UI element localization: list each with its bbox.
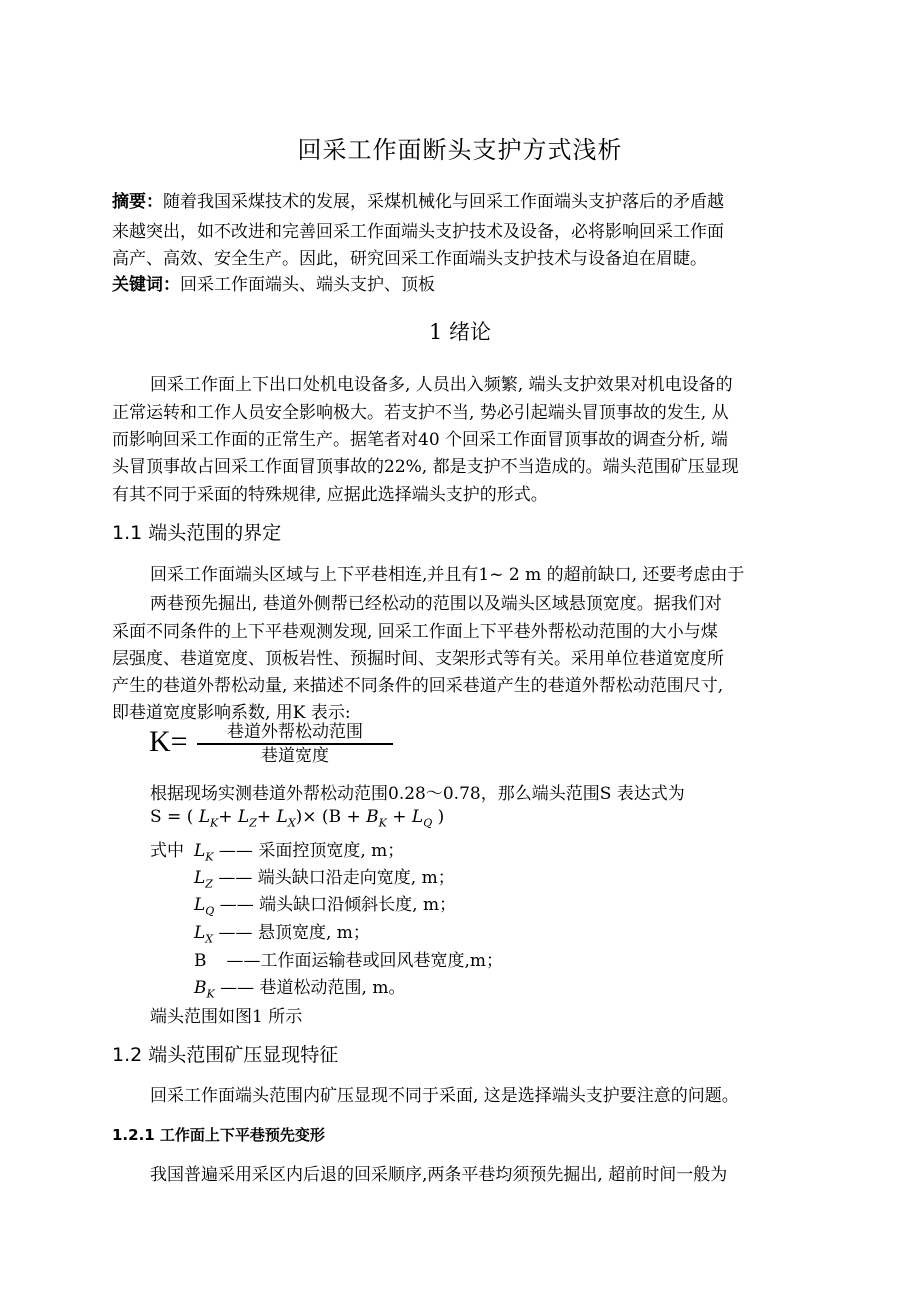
expr-lk: L bbox=[198, 807, 211, 827]
document-title: 回采工作面断头支护方式浅析 bbox=[297, 136, 623, 164]
var-def-lx bbox=[194, 918, 370, 945]
var-symbol: B bbox=[194, 951, 207, 971]
var-subscript: Z bbox=[205, 877, 213, 891]
section-1-1-line-2: 两巷预先掘出, 巷道外侧帮已经松动的范围以及端头区域悬顶宽度。据我们对 bbox=[150, 594, 722, 614]
var-symbol: B bbox=[194, 978, 207, 998]
section-1-2-1-heading: 1.2.1 工作面上下平巷预先变形 bbox=[112, 1126, 325, 1144]
var-def-b bbox=[194, 946, 503, 971]
expr-lx-sub: X bbox=[287, 816, 296, 830]
section-1-line-3: 而影响回采工作面的正常生产。据笔者对40 个回采工作面冒顶事故的调查分析, 端 bbox=[112, 430, 728, 450]
abstract-label: 摘要： bbox=[112, 192, 163, 212]
measure-line: 根据现场实测巷道外帮松动范围0.28～0.78，那么端头范围S 表达式为 bbox=[150, 784, 685, 804]
expr-mid: )× (B + bbox=[295, 807, 367, 827]
var-description: —— 端头缺口沿倾斜长度, m； bbox=[219, 895, 457, 915]
var-def-lk bbox=[194, 836, 404, 863]
expr-bk-sub: K bbox=[378, 816, 387, 830]
section-1-line-5: 有其不同于采面的特殊规律, 应据此选择端头支护的形式。 bbox=[112, 485, 548, 505]
keywords-text: 回采工作面端头、端头支护、顶板 bbox=[180, 275, 435, 295]
expr-plus-3: + bbox=[386, 807, 412, 827]
expr-s: S = ( bbox=[150, 807, 199, 827]
expr-plus-2: + bbox=[256, 807, 277, 827]
section-1-heading: 1 绪论 bbox=[428, 320, 492, 344]
var-description: —— 悬顶宽度, m； bbox=[218, 923, 370, 943]
section-1-1-heading: 1.1 端头范围的界定 bbox=[112, 522, 282, 544]
var-subscript: Q bbox=[205, 904, 215, 918]
expr-lq: L bbox=[411, 807, 424, 827]
expr-bk: B bbox=[366, 807, 379, 827]
abstract-line-1 bbox=[112, 187, 724, 212]
section-1-1-line-4: 层强度、巷道宽度、顶板岩性、预掘时间、支架形式等有关。采用单位巷道宽度所 bbox=[112, 649, 724, 669]
section-1-1-line-5: 产生的巷道外帮松动量, 来描述不同条件的回采巷道产生的巷道外帮松动范围尺寸, bbox=[112, 676, 724, 696]
section-1-1-line-6: 即巷道宽度影响系数, 用K 表示: bbox=[112, 703, 351, 723]
section-1-1-line-1: 回采工作面端头区域与上下平巷相连,并且有1~ 2 m 的超前缺口, 还要考虑由于 bbox=[150, 565, 745, 585]
var-subscript: X bbox=[205, 932, 214, 946]
k-formula-fraction bbox=[197, 722, 393, 766]
var-description: —— 巷道松动范围, m。 bbox=[220, 978, 406, 998]
var-def-lz bbox=[194, 863, 455, 890]
expr-lk-sub: K bbox=[210, 816, 219, 830]
keywords-label: 关键词： bbox=[112, 275, 180, 295]
section-1-2-heading: 1.2 端头范围矿压显现特征 bbox=[112, 1044, 339, 1066]
var-def-bk bbox=[194, 973, 405, 1000]
section-1-line-2: 正常运转和工作人员安全影响极大。若支护不当, 势必引起端头冒顶事故的发生, 从 bbox=[112, 403, 729, 423]
abstract-line-3: 高产、高效、安全生产。因此，研究回采工作面端头支护技术与设备迫在眉睫。 bbox=[112, 249, 707, 269]
expr-plus-1: + bbox=[218, 807, 238, 827]
fraction-bar bbox=[197, 743, 393, 745]
var-subscript: K bbox=[205, 850, 214, 864]
var-symbol: L bbox=[194, 868, 206, 888]
expr-lz-sub: Z bbox=[249, 816, 257, 830]
keywords-line bbox=[112, 270, 435, 295]
expr-lz: L bbox=[237, 807, 250, 827]
section-1-line-1: 回采工作面上下出口处机电设备多, 人员出入频繁, 端头支护效果对机电设备的 bbox=[150, 375, 733, 395]
expr-lx: L bbox=[276, 807, 288, 827]
section-1-line-4: 头冒顶事故占回采工作面冒顶事故的22%, 都是支护不当造成的。端头范围矿压显现 bbox=[112, 457, 739, 477]
figure-reference: 端头范围如图1 所示 bbox=[150, 1007, 303, 1027]
section-1-1-line-3: 采面不同条件的上下平巷观测发现, 回采工作面上下平巷外帮松动范围的大小与煤 bbox=[112, 622, 718, 642]
s-expression bbox=[150, 807, 444, 829]
k-formula-numerator: 巷道外帮松动范围 bbox=[227, 722, 363, 742]
var-def-lq bbox=[194, 890, 456, 917]
k-formula-denominator: 巷道宽度 bbox=[261, 745, 329, 766]
var-symbol: L bbox=[194, 841, 206, 861]
var-description: ——工作面运输巷或回风巷宽度,m； bbox=[226, 951, 504, 971]
expr-lq-sub: Q bbox=[423, 816, 433, 830]
var-symbol: L bbox=[194, 895, 206, 915]
var-subscript: K bbox=[206, 987, 215, 1001]
var-description: —— 端头缺口沿走向宽度, m； bbox=[218, 868, 455, 888]
section-1-2-1-line-1: 我国普遍采用采区内后退的回采顺序,两条平巷均须预先掘出, 超前时间一般为 bbox=[150, 1165, 728, 1185]
var-symbol: L bbox=[194, 923, 206, 943]
abstract-line-2: 来越突出，如不改进和完善回采工作面端头支护技术及设备，必将影响回采工作面 bbox=[112, 222, 724, 242]
k-formula-lhs: K= bbox=[149, 725, 188, 758]
abstract-text-1: 随着我国采煤技术的发展，采煤机械化与回采工作面端头支护落后的矛盾越 bbox=[163, 192, 724, 212]
where-label: 式中 bbox=[150, 841, 184, 861]
section-1-2-line-1: 回采工作面端头范围内矿压显现不同于采面, 这是选择端头支护要注意的问题。 bbox=[150, 1086, 739, 1106]
var-description: —— 采面控顶宽度, m； bbox=[218, 841, 405, 861]
expr-end: ) bbox=[432, 807, 445, 827]
